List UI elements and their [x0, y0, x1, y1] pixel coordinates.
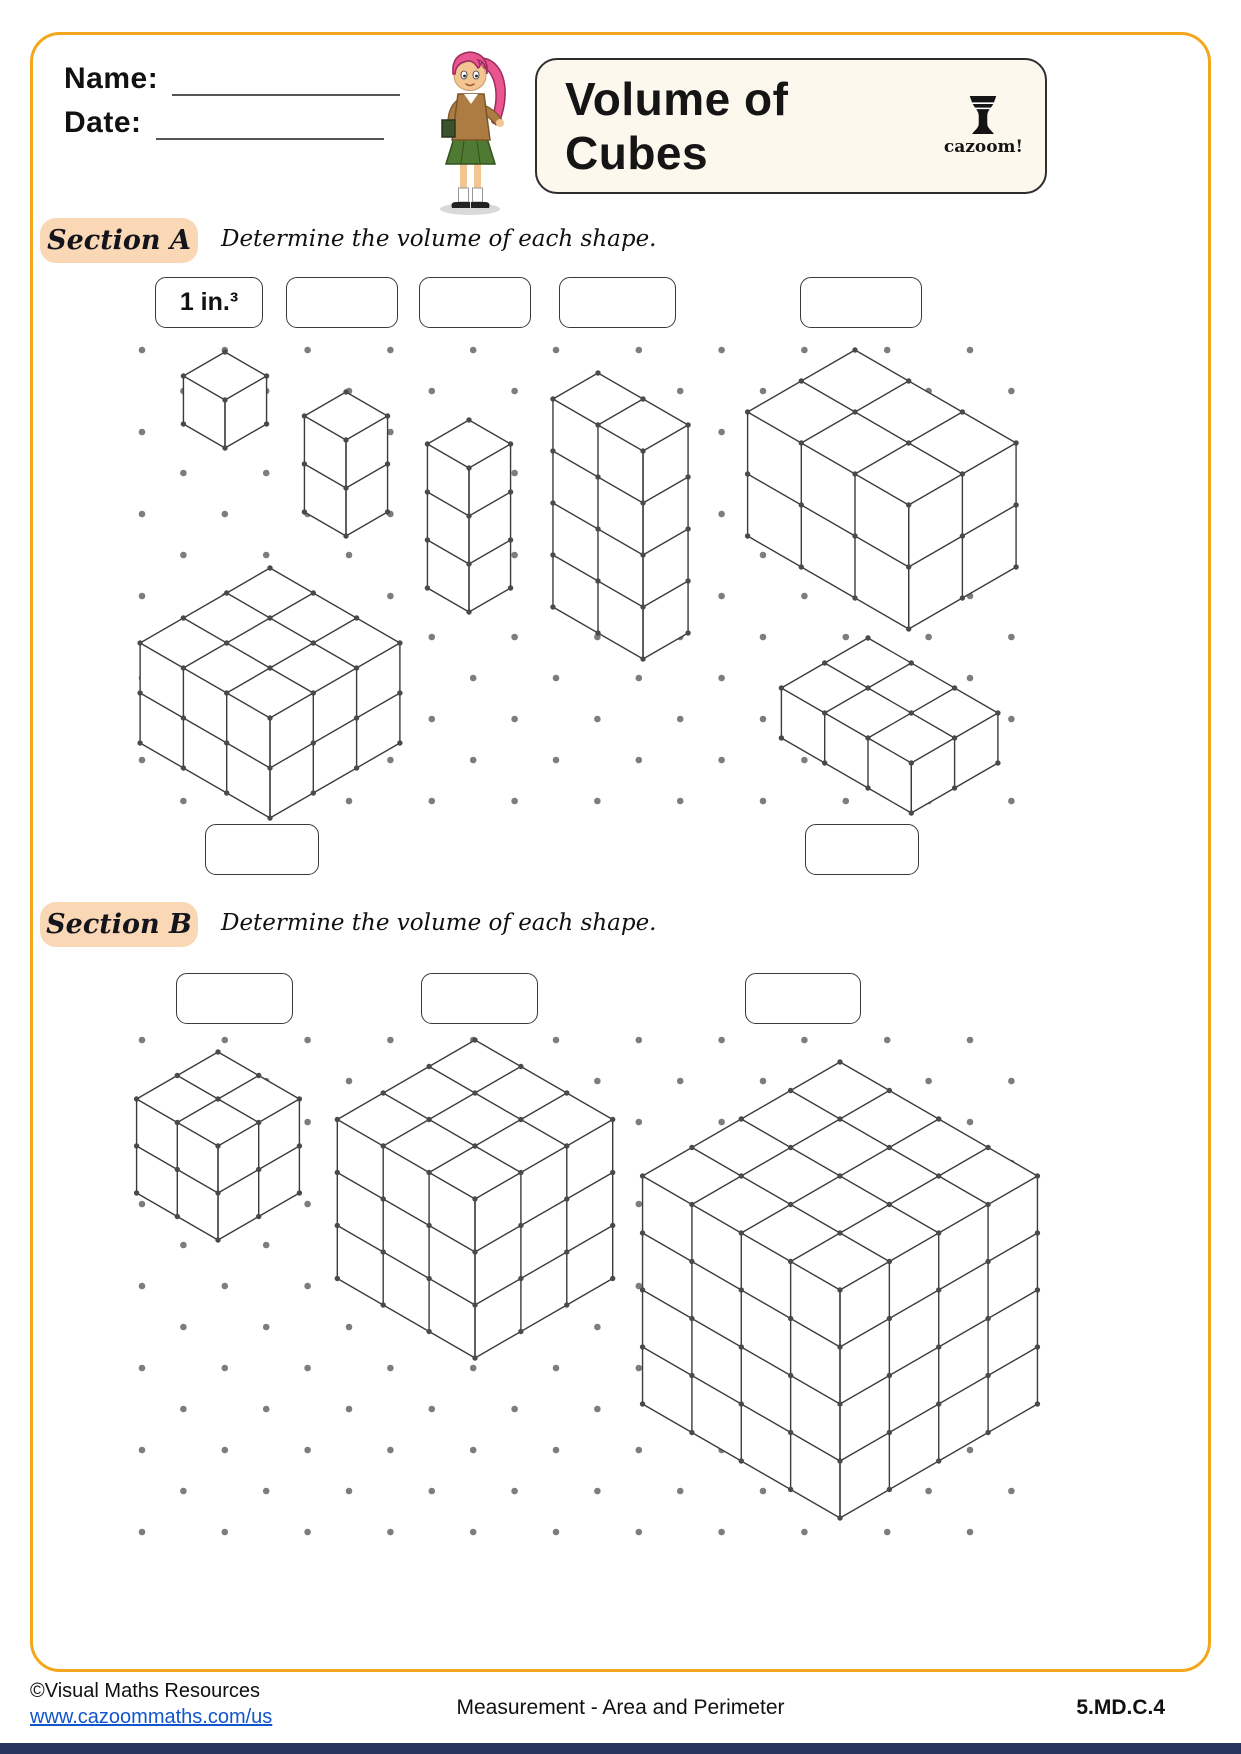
section-a-label: Section A	[47, 225, 191, 256]
unit-cube-label: 1 in.³	[179, 288, 239, 316]
copyright-text: ©Visual Maths Resources	[30, 1680, 261, 1702]
worksheet-title: Volume of Cubes	[565, 73, 789, 179]
girl-illustration	[420, 42, 520, 222]
answer-box-a6[interactable]	[205, 824, 319, 875]
girl-illustration-svg	[420, 42, 520, 217]
answer-box-a-unit[interactable]	[155, 277, 263, 328]
answer-box-a2[interactable]	[286, 277, 398, 328]
section-b-pill	[40, 902, 198, 947]
cazoom-link[interactable]: www.cazoommaths.com/us	[30, 1706, 273, 1728]
name-input-line[interactable]	[172, 62, 400, 96]
answer-box-a3[interactable]	[419, 277, 531, 328]
name-row	[64, 62, 400, 96]
cazoom-logo-icon	[965, 95, 1001, 135]
footer-topic: Measurement - Area and Perimeter	[456, 1696, 785, 1719]
date-row	[64, 106, 384, 140]
section-a-pill	[40, 218, 198, 263]
answer-box-b1[interactable]	[176, 973, 293, 1024]
section-a-instruction: Determine the volume of each shape.	[221, 226, 657, 252]
answer-box-a4[interactable]	[559, 277, 676, 328]
answer-box-a5[interactable]	[800, 277, 922, 328]
section-b-label: Section B	[46, 909, 192, 940]
cazoom-logo-text: cazoom!	[943, 137, 1023, 157]
date-input-line[interactable]	[156, 106, 384, 140]
answer-box-a7[interactable]	[805, 824, 919, 875]
title-box	[535, 58, 1047, 194]
name-label: Name:	[64, 62, 159, 95]
date-label: Date:	[64, 106, 142, 139]
cazoom-logo	[944, 95, 1023, 157]
answer-box-b2[interactable]	[421, 973, 538, 1024]
bottom-accent-bar	[0, 1743, 1241, 1754]
section-b-instruction: Determine the volume of each shape.	[221, 910, 657, 936]
footer-left-block	[30, 1678, 272, 1730]
footer-standard-code: 5.MD.C.4	[1076, 1696, 1165, 1719]
answer-box-b3[interactable]	[745, 973, 861, 1024]
